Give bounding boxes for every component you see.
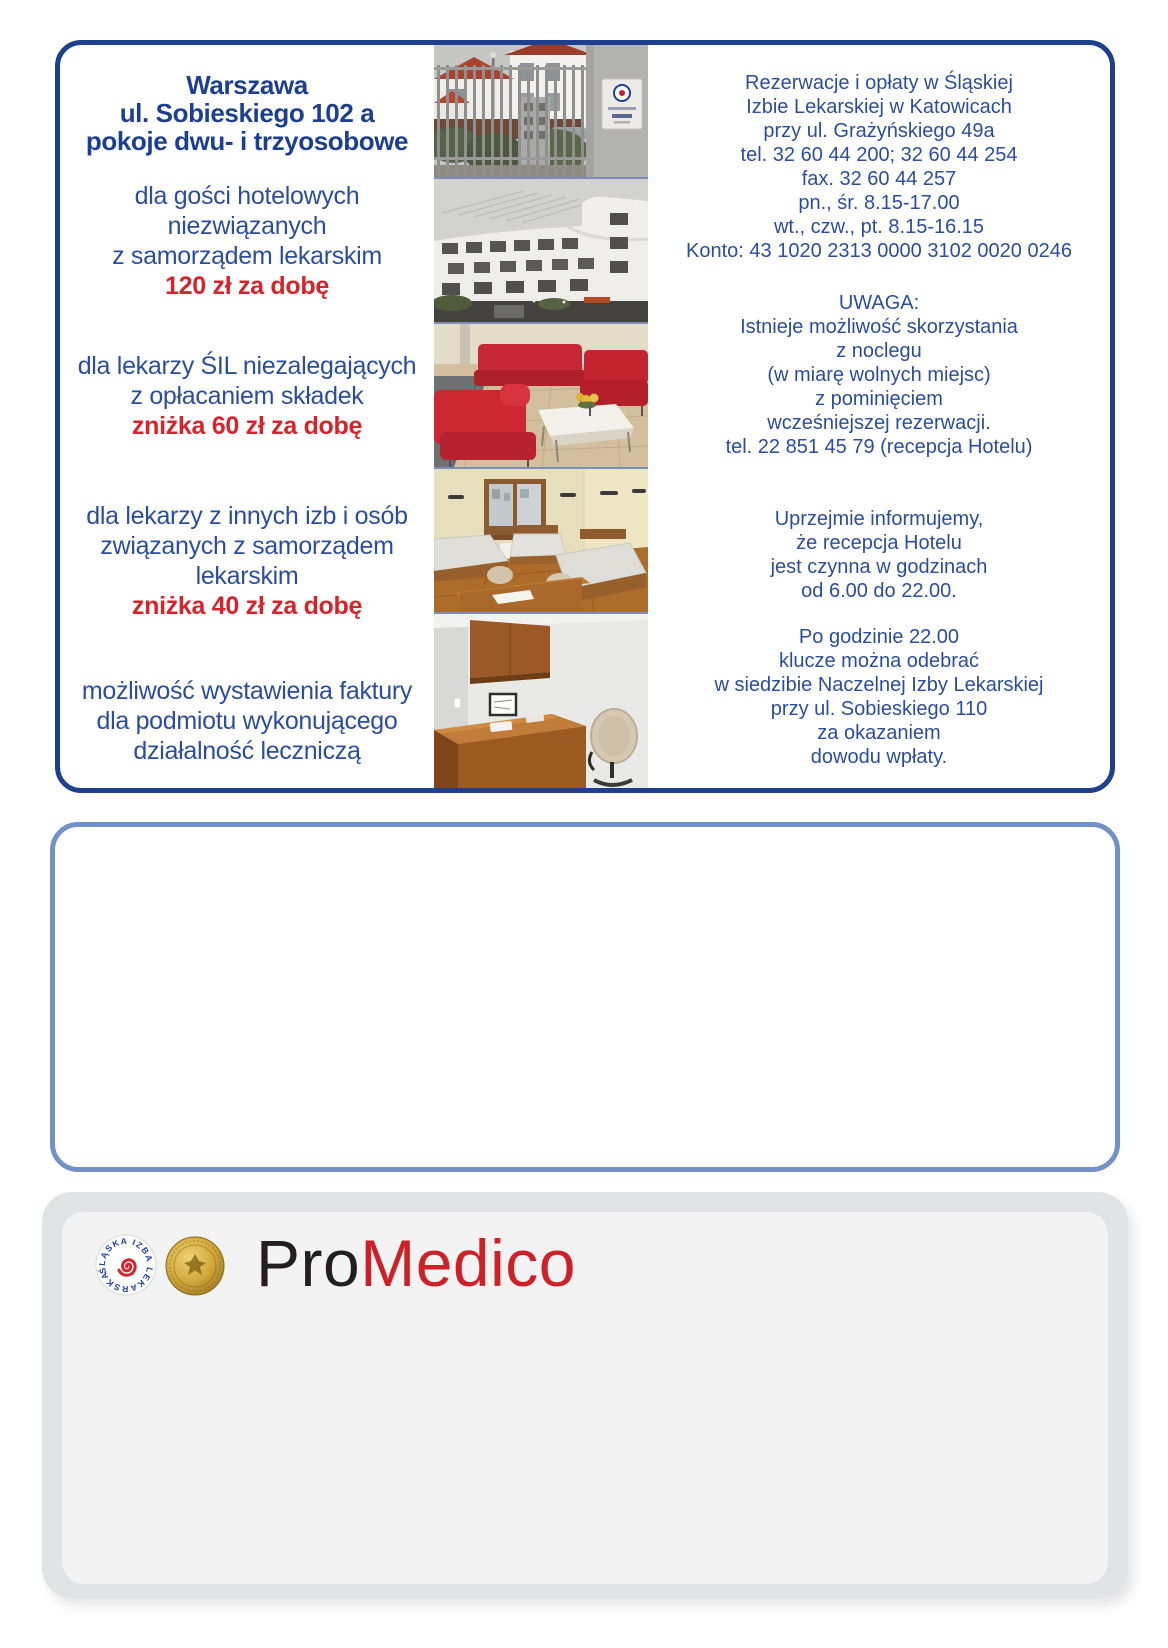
prices-column [60,45,434,788]
text-line: związanych z samorządem [100,532,394,560]
text-line: wcześniejszej rezerwacji. [767,412,991,434]
reservation-contact-block [648,71,1110,263]
text-line: (w miarę wolnych miejsc) [767,364,991,386]
text-line: z samorządem lekarskim [112,242,382,270]
notice-block [648,291,1110,459]
text-line: Uprzejmie informujemy, [774,508,984,530]
empty-panel [50,822,1120,1172]
lobby-red-sofas-image [434,324,648,467]
text-line: z noclegu [836,340,922,362]
text-line: pn., śr. 8.15-17.00 [798,192,960,214]
text-line: Istnieje możliwość skorzystania [740,316,1018,338]
text-line: za okazaniem [817,722,941,744]
photo-hotel-entrance-gate [434,45,648,177]
text-line: dla podmiotu wykonującego [96,707,398,735]
text-line: tel. 32 60 44 200; 32 60 44 254 [740,144,1018,166]
text-line: przy ul. Grażyńskiego 49a [763,120,995,142]
text-line: Po godzinie 22.00 [798,626,960,648]
text-line: ul. Sobieskiego 102 a [119,98,375,128]
text-line: wt., czw., pt. 8.15-16.15 [773,216,985,238]
text-line: lekarskim [195,562,299,590]
text-line: przy ul. Sobieskiego 110 [770,698,988,720]
hotel-address-heading [60,71,434,155]
keys-after-hours-block [648,625,1110,769]
text-line: jest czynna w godzinach [770,556,988,578]
text-line: możliwość wystawienia faktury [81,677,413,705]
text-line: UWAGA: [838,292,920,314]
text-line: dla lekarzy ŚIL niezalegających [77,352,417,380]
text-line: dla lekarzy z innych izb i osób [86,502,408,530]
price-value: 120 zł za dobę [165,272,329,300]
hotel-entrance-gate-image [434,45,648,177]
text-line: od 6.00 do 22.00. [801,580,957,602]
text-line: dla gości hotelowych [134,182,360,210]
price-value: zniżka 60 zł za dobę [131,412,363,440]
hotel-info-panel [55,40,1115,793]
sil-logo-circular-text: ŚLĄSKA IZBA LEKARSKA [96,1235,156,1295]
price-block-sil-doctors [60,351,434,441]
text-line: że recepcja Hotelu [796,532,962,554]
promedico-logo [256,1228,576,1298]
hotel-building-image [434,179,648,322]
photo-reception-desk [434,612,648,788]
footer-panel [42,1192,1128,1598]
text-line: z opłacaniem składek [130,382,364,410]
photo-lobby-red-sofas [434,322,648,467]
bank-account-line: Konto: 43 1020 2313 0000 3102 0020 0246 [686,240,1072,262]
reception-desk-image [434,614,648,788]
text-line: dowodu wpłaty. [810,746,948,768]
text-line: Rezerwacje i opłaty w Śląskiej [745,72,1013,94]
reservations-column [648,45,1110,788]
text-line: pokoje dwu- i trzyosobowe [85,126,409,156]
text-line: niezwiązanych [167,212,327,240]
footer-inner-panel [62,1212,1108,1584]
price-block-other-doctors [60,501,434,621]
text-line: działalność leczniczą [133,737,361,765]
promedico-logo-pro: Pro [256,1226,361,1300]
slaska-izba-lekarska-logo-icon [95,1232,157,1298]
invoice-note-block [60,676,434,766]
text-line: Izbie Lekarskiej w Katowicach [746,96,1012,118]
text-line: w siedzibie Naczelnej Izby Lekarskiej [714,674,1044,696]
promedico-logo-medico: Medico [360,1226,576,1300]
price-block-guests [60,181,434,301]
text-line: klucze można odebrać [778,650,980,672]
photo-guest-room-beds [434,467,648,612]
text-line: Warszawa [186,70,308,100]
text-line: fax. 32 60 44 257 [801,168,957,190]
guest-room-beds-image [434,469,648,612]
text-line: z pominięciem [815,388,943,410]
reception-hours-block [648,507,1110,603]
gold-medal-icon [165,1236,225,1296]
photo-hotel-building [434,177,648,322]
hotel-photo-strip [434,45,648,788]
price-value: zniżka 40 zł za dobę [131,592,363,620]
text-line: tel. 22 851 45 79 (recepcja Hotelu) [725,436,1033,458]
